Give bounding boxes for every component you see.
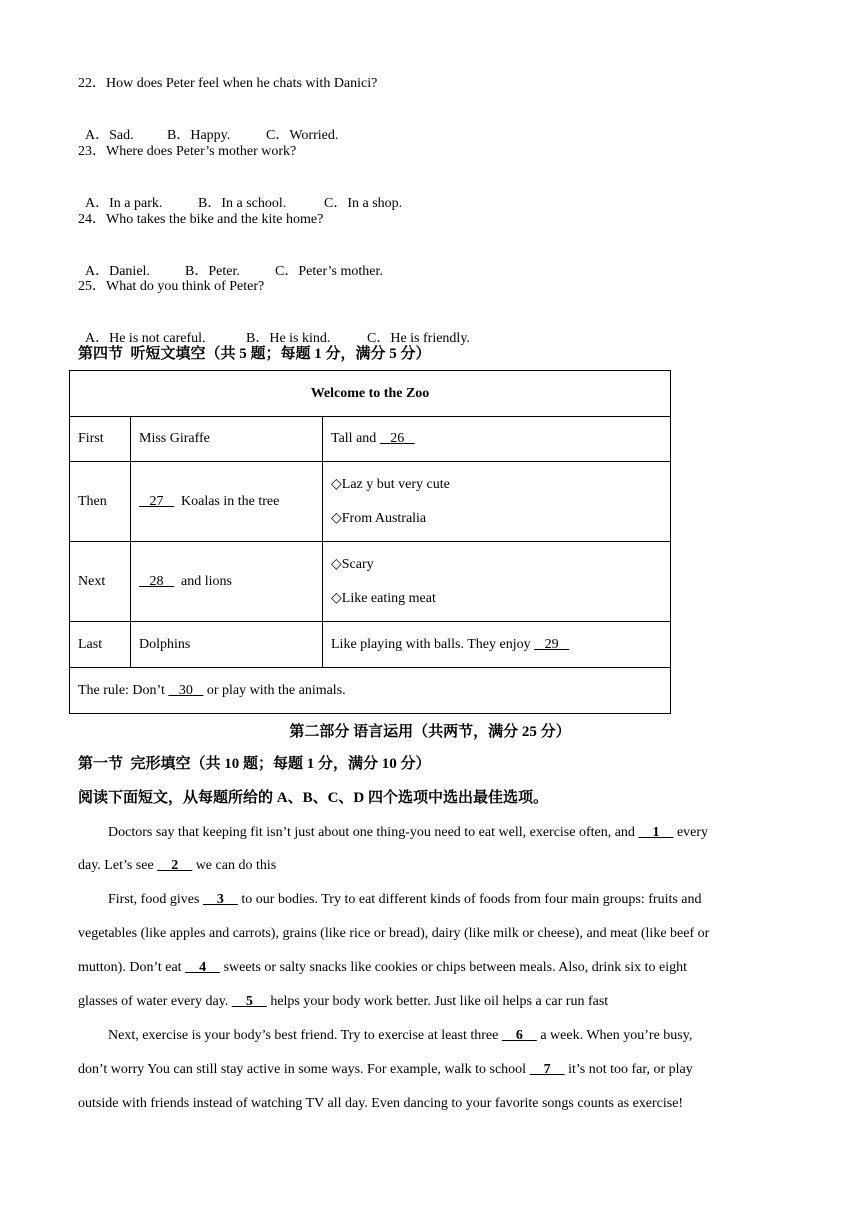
question-22-options <box>78 109 338 145</box>
blank-6 <box>502 1028 537 1043</box>
rule-tail: or play with the animals. <box>203 682 346 698</box>
row-label: Then <box>70 462 131 542</box>
row-label: Last <box>70 622 131 668</box>
animal-cell <box>131 462 323 542</box>
blank-number: 26 <box>390 431 405 446</box>
text: it’s not too far, or play <box>564 1062 693 1077</box>
row-label: Next <box>70 542 131 622</box>
question-24-stem: 24．Who takes the bike and the kite home? <box>78 212 324 227</box>
option-b: B．He is kind. <box>246 331 331 346</box>
text: sweets or salty snacks like cookies or chips between meals. Also, drink six to eight <box>220 960 688 975</box>
blank-number: 2 <box>171 858 179 873</box>
blank-number: 29 <box>544 636 559 652</box>
question-24-options <box>78 245 383 281</box>
passage-line <box>108 1027 808 1045</box>
passage-line: vegetables (like apples and carrots), grains (like rice or bread), dairy (like milk or cheese), and meat (like beef or <box>78 926 710 941</box>
animal-text: and lions <box>181 573 232 589</box>
blank-28 <box>139 574 174 589</box>
desc-cell <box>323 462 671 542</box>
desc-text: Tall and <box>331 431 380 446</box>
blank-number: 27 <box>149 493 164 509</box>
animal-cell <box>131 542 323 622</box>
blank-number: 28 <box>149 573 164 589</box>
table-title: Welcome to the Zoo <box>70 371 671 417</box>
text: a week. When you’re busy, <box>536 1028 693 1043</box>
rule-cell <box>70 668 671 714</box>
blank-number: 6 <box>515 1028 523 1043</box>
passage-line: outside with friends instead of watching TV all day. Even dancing to your favorite songs counts as exercise! <box>78 1096 684 1111</box>
table-row <box>70 462 671 542</box>
option-a: A．He is not careful. <box>85 331 206 346</box>
text: Doctors say that keeping fit isn’t just about one thing-you need to eat well, exercise often, and <box>108 825 639 840</box>
blank-number: 5 <box>245 994 253 1009</box>
question-23-options <box>78 177 402 213</box>
part-2-heading: 第二部分 语言运用（共两节，满分 25 分） <box>289 724 571 740</box>
blank-number: 4 <box>199 960 207 975</box>
text: day. Let’s see <box>78 858 158 873</box>
blank-27 <box>139 494 174 509</box>
table-rule-row <box>70 668 671 714</box>
text: mutton). Don’t eat <box>78 960 186 975</box>
zoo-table <box>69 370 671 714</box>
option-b: B．In a school. <box>198 196 287 211</box>
passage-line <box>78 959 778 977</box>
question-22-stem: 22．How does Peter feel when he chats with Danici? <box>78 76 378 91</box>
passage-line <box>78 993 778 1011</box>
desc-cell <box>323 417 671 462</box>
desc-bullet: ◇Laz y but very cute <box>331 476 450 492</box>
option-a: A．Daniel. <box>85 264 150 279</box>
option-c: C．He is friendly. <box>367 331 470 346</box>
blank-3 <box>203 892 238 907</box>
option-b: B．Peter. <box>185 264 240 279</box>
passage-line <box>78 1061 778 1079</box>
desc-cell <box>323 622 671 668</box>
passage-line <box>78 857 778 875</box>
blank-29 <box>534 637 569 652</box>
question-25-stem: 25．What do you think of Peter? <box>78 279 265 294</box>
blank-26 <box>380 431 415 446</box>
blank-2 <box>157 858 192 873</box>
question-23-stem: 23．Where does Peter’s mother work? <box>78 144 297 159</box>
blank-number: 3 <box>216 892 224 907</box>
text: glasses of water every day. <box>78 994 232 1009</box>
text: Next, exercise is your body’s best friend. Try to exercise at least three <box>108 1028 502 1043</box>
blank-1 <box>638 825 673 840</box>
table-row <box>70 542 671 622</box>
animal-cell: Miss Giraffe <box>131 417 323 462</box>
blank-number: 7 <box>543 1062 551 1077</box>
option-c: C．Worried. <box>266 128 339 143</box>
option-c: C．In a shop. <box>324 196 403 211</box>
text: First, food gives <box>108 892 203 907</box>
passage-line <box>108 824 808 842</box>
animal-cell: Dolphins <box>131 622 323 668</box>
text: to our bodies. Try to eat different kinds of foods from four main groups: fruits and <box>237 892 702 907</box>
section-4-heading: 第四节 听短文填空（共 5 题；每题 1 分，满分 5 分） <box>78 346 431 362</box>
blank-7 <box>530 1062 565 1077</box>
desc-cell <box>323 542 671 622</box>
row-label: First <box>70 417 131 462</box>
section-1-heading: 第一节 完形填空（共 10 题；每题 1 分，满分 10 分） <box>78 756 431 772</box>
blank-4 <box>185 960 220 975</box>
text: don’t worry You can still stay active in some ways. For example, walk to school <box>78 1062 530 1077</box>
rule-text: The rule: Don’t <box>78 682 169 698</box>
passage-line <box>108 891 808 909</box>
desc-bullet: ◇From Australia <box>331 510 427 526</box>
desc-text: Like playing with balls. They enjoy <box>331 636 535 652</box>
blank-5 <box>232 994 267 1009</box>
instruction: 阅读下面短文，从每题所给的 A、B、C、D 四个选项中选出最佳选项。 <box>78 790 549 806</box>
question-25-options <box>78 312 470 348</box>
desc-bullet: ◇Scary <box>331 556 374 572</box>
table-row <box>70 622 671 668</box>
text: helps your body work better. Just like oil helps a car run fast <box>266 994 609 1009</box>
text: we can do this <box>192 858 277 873</box>
option-b: B．Happy. <box>167 128 231 143</box>
option-a: A．In a park. <box>85 196 163 211</box>
text: every <box>673 825 709 840</box>
desc-bullet: ◇Like eating meat <box>331 590 436 606</box>
table-row <box>70 417 671 462</box>
animal-text: Koalas in the tree <box>181 493 280 509</box>
option-c: C．Peter’s mother. <box>275 264 383 279</box>
blank-30 <box>168 683 203 698</box>
blank-number: 30 <box>178 682 193 698</box>
option-a: A．Sad. <box>85 128 134 143</box>
blank-number: 1 <box>652 825 660 840</box>
